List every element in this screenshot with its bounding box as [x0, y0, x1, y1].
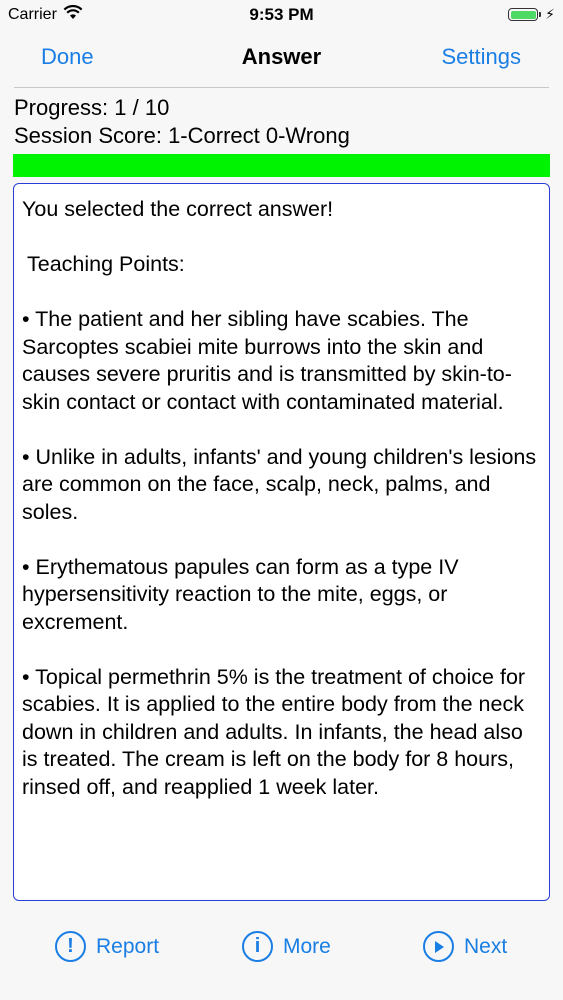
settings-button[interactable]: Settings: [441, 44, 521, 69]
teaching-points-heading: Teaching Points:: [27, 252, 185, 276]
play-icon: [423, 931, 454, 962]
done-button[interactable]: Done: [41, 44, 94, 69]
teaching-point: • The patient and her sibling have scabies. The Sarcoptes scabiei mite burrows into the skin and causes severe pruritis and is transmitted by skin-to-skin contact or contact with contaminated material.: [22, 307, 512, 414]
exclamation-icon: !: [55, 931, 86, 962]
next-button[interactable]: [423, 931, 507, 962]
progress-bar: [13, 154, 550, 177]
charging-bolt-icon: ⚡: [545, 6, 555, 22]
battery-icon: [508, 8, 538, 21]
status-bar: [0, 0, 563, 30]
carrier-label: Carrier: [8, 6, 57, 23]
page-title: Answer: [241, 44, 322, 69]
answer-text-view[interactable]: [13, 183, 550, 901]
battery-fill: [511, 11, 536, 19]
session-score-label: Session Score: 1-Correct 0-Wrong: [14, 123, 350, 148]
report-button[interactable]: [55, 931, 159, 962]
report-label: Report: [96, 934, 160, 958]
progress-bar-fill: [13, 154, 550, 177]
more-button[interactable]: [242, 931, 331, 962]
progress-label: Progress: 1 / 10: [14, 95, 170, 120]
teaching-point: • Unlike in adults, infants' and young children's lesions are common on the face, scalp, neck, palms, and soles.: [22, 444, 537, 524]
bottom-toolbar: [0, 925, 563, 973]
nav-divider: [14, 87, 549, 88]
status-time: 9:53 PM: [249, 5, 314, 24]
answer-result: You selected the correct answer!: [22, 197, 334, 221]
progress-section: [14, 94, 350, 150]
teaching-point: • Topical permethrin 5% is the treatment of choice for scabies. It is applied to the entire body from the neck down in children and adults. In infants, the head also is treated. The cream is left on the body for 8 hours, rinsed off, and reapplied 1 week later.: [22, 664, 526, 799]
info-icon: i: [242, 931, 273, 962]
status-right: [508, 6, 555, 23]
teaching-point: • Erythematous papules can form as a type IV hypersensitivity reaction to the mite, eggs, or excrement.: [22, 554, 459, 634]
battery-tip: [539, 12, 541, 17]
nav-bar: [0, 36, 563, 80]
more-label: More: [283, 934, 331, 958]
next-label: Next: [464, 934, 508, 958]
